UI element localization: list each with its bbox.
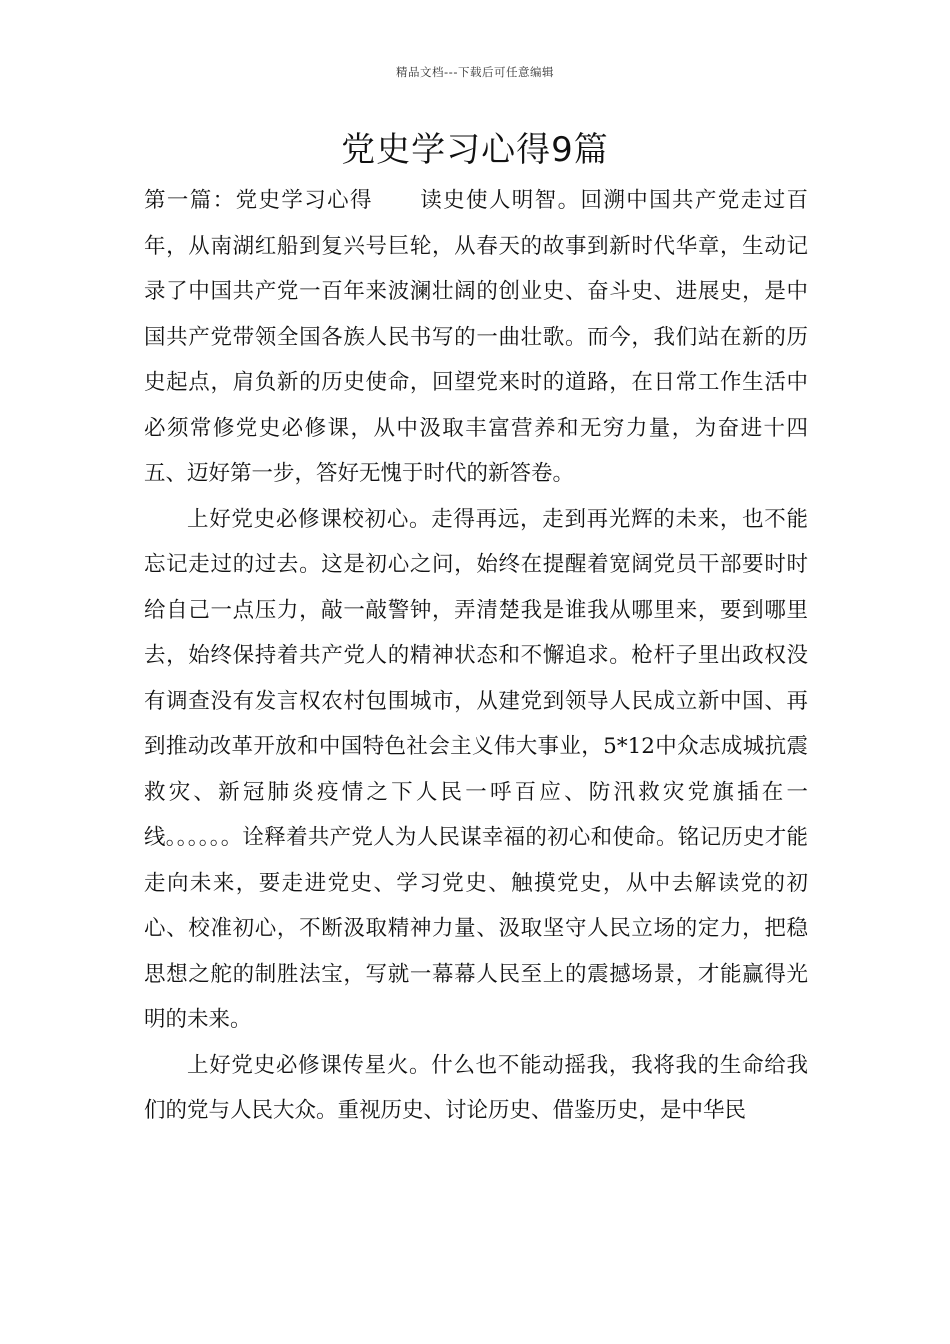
document-body: [144, 178, 808, 1134]
paragraph-1-text: 读史使人明智。回溯中国共产党走过百年，从南湖红船到复兴号巨轮，从春天的故事到新时代华章，生动记录了中国共产党一百年来波澜壮阔的创业史、奋斗史、进展史，是中国共产党带领全国各族人民书写的一曲壮歌。而今，我们站在新的历史起点，肩负新的历史使命，回望党来时的道路，在日常工作生活中必须常修党史必修课，从中汲取丰富营养和无穷力量，为奋进十四五、迈好第一步，答好无愧于时代的新答卷。: [144, 188, 808, 486]
paragraph-1: [144, 178, 808, 497]
document-title: 党史学习心得9篇: [341, 130, 609, 170]
paragraph-2: 上好党史必修课校初心。走得再远，走到再光辉的未来，也不能忘记走过的过去。这是初心之问，始终在提醒着宽阔党员干部要时时给自己一点压力，敲一敲警钟，弄清楚我是谁我从哪里来，要到哪里去，始终保持着共产党人的精神状态和不懈追求。枪杆子里出政权没有调查没有发言权农村包围城市，从建党到领导人民成立新中国、再到推动改革开放和中国特色社会主义伟大事业，5*12中众志成城抗震救灾、新冠肺炎疫情之下人民一呼百应、防汛救灾党旗插在一线。。。。。。诠释着共产党人为人民谋幸福的初心和使命。铭记历史才能走向未来，要走进党史、学习党史、触摸党史，从中去解读党的初心、校准初心，不断汲取精神力量、汲取坚守人民立场的定力，把稳思想之舵的制胜法宝，写就一幕幕人民至上的震撼场景，才能赢得光明的未来。: [144, 506, 808, 1032]
page-header-note: 精品文档---下载后可任意编辑: [396, 65, 554, 79]
paragraph-3: 上好党史必修课传星火。什么也不能动摇我，我将我的生命给我们的党与人民大众。重视历史、讨论历史、借鉴历史，是中华民: [144, 1052, 808, 1123]
section-heading: 第一篇：党史学习心得: [144, 188, 373, 213]
